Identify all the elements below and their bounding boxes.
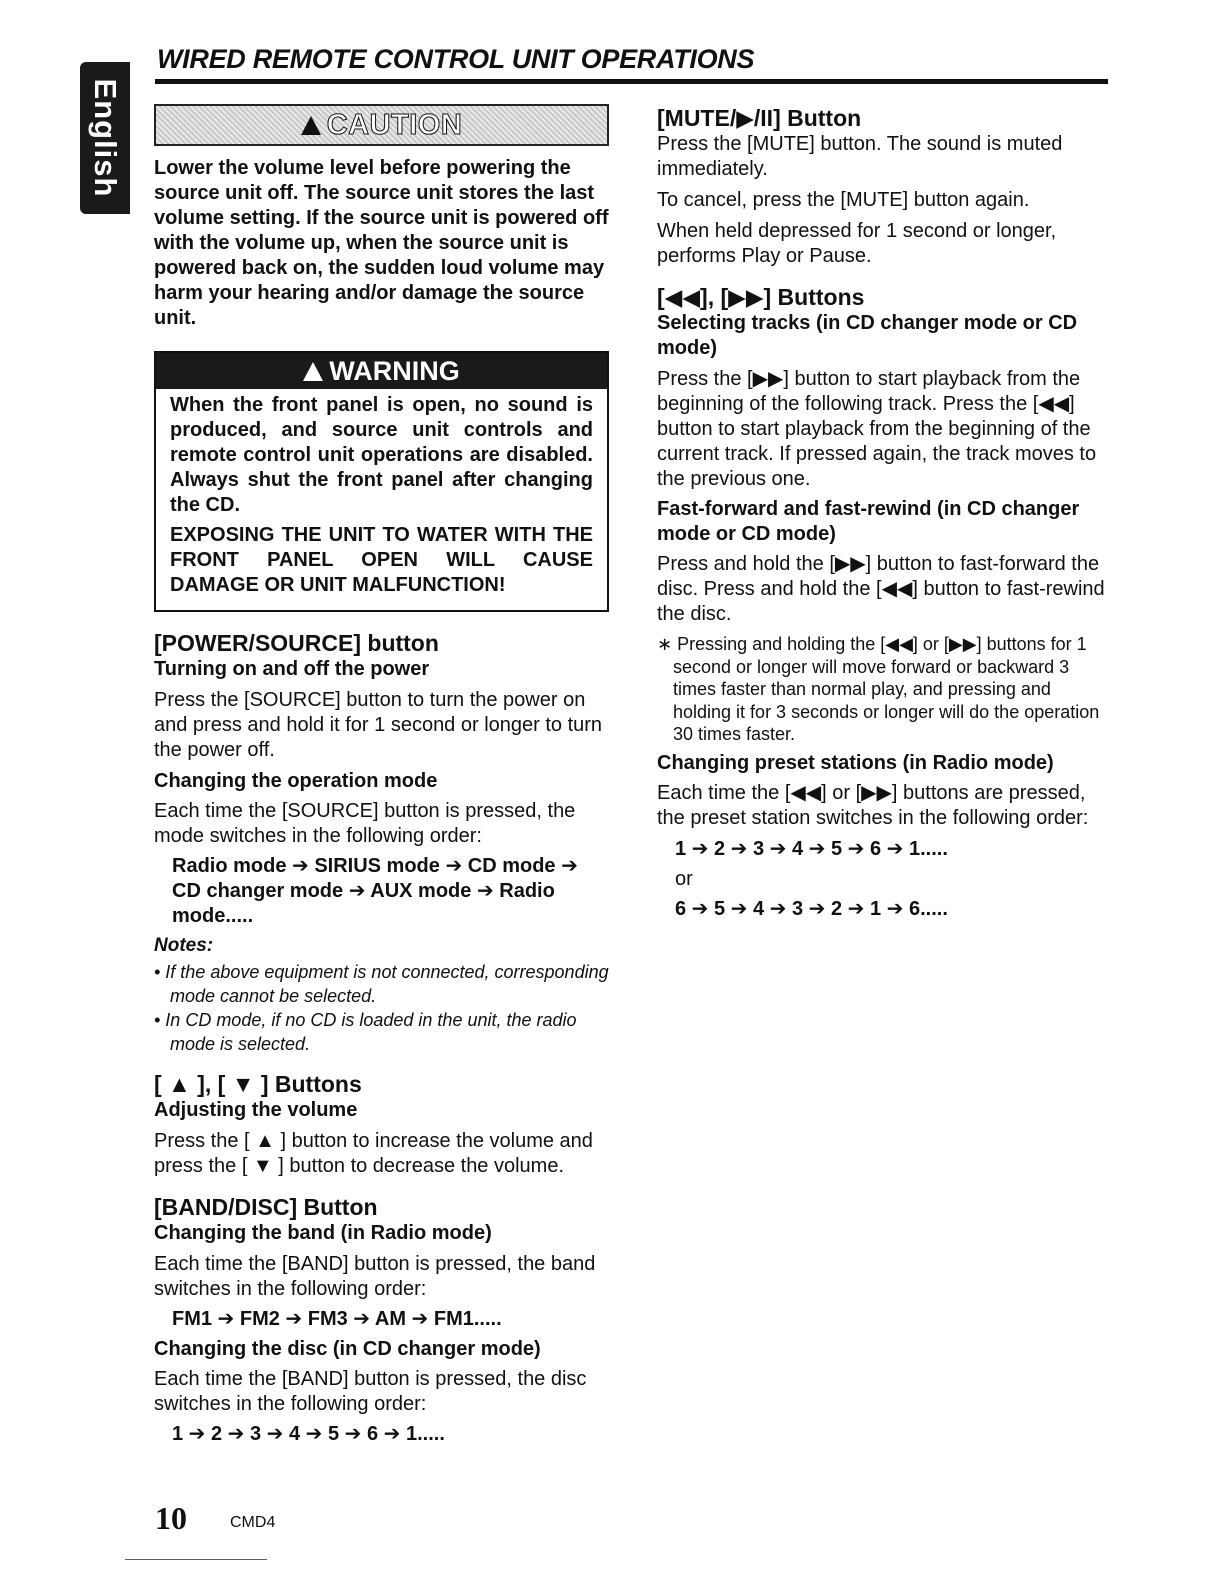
or-text: or — [675, 867, 693, 890]
volume-section — [154, 1070, 609, 1179]
page-title: WIRED REMOTE CONTROL UNIT OPERATIONS — [157, 44, 755, 74]
page-number: 10 — [155, 1500, 187, 1536]
skip-sub-3: Changing preset stations (in Radio mode) — [657, 751, 1054, 774]
right-column — [657, 104, 1109, 922]
band-text-2: Each time the [BAND] button is pressed, the disc switches in the following order: — [154, 1368, 587, 1415]
power-text-2: Each time the [SOURCE] button is pressed, the mode switches in the following order: — [154, 800, 576, 847]
band-sub-1: Changing the band (in Radio mode) — [154, 1222, 492, 1244]
volume-heading: [ ▲ ], [ ▼ ] Buttons — [154, 1071, 362, 1097]
skip-text-1: Press the [▶▶] button to start playback from the beginning of the following track. Press the [◀◀] button to start playback from the beginning of the current track. If pressed again, the track moves to the previous one. — [657, 368, 1097, 490]
warning-text-1: When the front panel is open, no sound is produced, and source unit controls and remote control unit operations are disabled. Always shut the front panel after changing the CD. — [170, 394, 593, 516]
mute-text-1: Press the [MUTE] button. The sound is muted immediately. — [657, 133, 1063, 180]
disc-sequence: 1 ➔ 2 ➔ 3 ➔ 4 ➔ 5 ➔ 6 ➔ 1..... — [172, 1423, 445, 1445]
warning-body — [156, 389, 607, 610]
preset-sequence-down: 6 ➔ 5 ➔ 4 ➔ 3 ➔ 2 ➔ 1 ➔ 6..... — [675, 897, 948, 920]
caution-banner — [154, 104, 609, 146]
band-sub-2: Changing the disc (in CD changer mode) — [154, 1338, 541, 1360]
mute-heading: [MUTE/▶/II] Button — [657, 105, 862, 131]
band-text-1: Each time the [BAND] button is pressed, the band switches in the following order: — [154, 1253, 596, 1300]
bottom-rule — [125, 1559, 267, 1560]
warning-text-2: EXPOSING THE UNIT TO WATER WITH THE FRONT PANEL OPEN WILL CAUSE DAMAGE OR UNIT MALFUNCTION! — [170, 524, 593, 596]
note-1: • If the above equipment is not connected, corresponding mode cannot be selected. — [154, 962, 609, 1006]
band-sequence: FM1 ➔ FM2 ➔ FM3 ➔ AM ➔ FM1..... — [172, 1308, 502, 1330]
caution-label: CAUTION — [301, 109, 463, 142]
power-sub-1: Turning on and off the power — [154, 658, 430, 680]
power-text-1: Press the [SOURCE] button to turn the power on and press and hold it for 1 second or longer to turn the power off. — [154, 689, 603, 761]
caution-text: Lower the volume level before powering the source unit off. The source unit stores the last volume setting. If the source unit is powered off with the volume up, when the source unit is powered back on, the sudden loud volume may harm your hearing and/or damage the source unit. — [154, 157, 609, 329]
note-2: • In CD mode, if no CD is loaded in the unit, the radio mode is selected. — [154, 1010, 577, 1054]
warning-triangle-icon — [303, 362, 323, 381]
title-rule — [155, 79, 1108, 84]
power-heading: [POWER/SOURCE] button — [154, 630, 439, 656]
notes-heading: Notes: — [154, 935, 214, 956]
warning-label: WARNING — [329, 355, 460, 386]
skip-heading: [◀◀], [▶▶] Buttons — [657, 284, 865, 310]
mute-text-2: To cancel, press the [MUTE] button again. — [657, 189, 1030, 211]
warning-banner — [156, 353, 607, 389]
caution-triangle-icon — [301, 116, 321, 135]
skip-sub-2: Fast-forward and fast-rewind (in CD changer mode or CD mode) — [657, 498, 1080, 545]
band-section — [154, 1193, 609, 1447]
skip-footnote: ∗ Pressing and holding the [◀◀] or [▶▶] buttons for 1 second or longer will move forward or backward 3 times faster than normal play, and pressing and holding it for 3 seconds or longer will do the operation 30 times faster. — [657, 634, 1100, 744]
volume-text: Press the [ ▲ ] button to increase the volume and press the [ ▼ ] button to decrease the volume. — [154, 1130, 593, 1177]
power-section — [154, 629, 609, 1056]
model-code: CMD4 — [230, 1514, 276, 1531]
language-tab-label: English — [88, 78, 123, 198]
skip-sub-1: Selecting tracks (in CD changer mode or CD mode) — [657, 312, 1078, 359]
mute-text-3: When held depressed for 1 second or longer, performs Play or Pause. — [657, 220, 1057, 267]
skip-text-3: Each time the [◀◀] or [▶▶] buttons are pressed, the preset station switches in the following order: — [657, 781, 1089, 829]
power-sub-2: Changing the operation mode — [154, 770, 438, 792]
language-tab — [80, 62, 130, 214]
skip-text-2: Press and hold the [▶▶] button to fast-forward the disc. Press and hold the [◀◀] button to fast-rewind the disc. — [657, 553, 1105, 625]
skip-section — [657, 283, 1109, 922]
warning-box — [154, 351, 609, 612]
mute-section — [657, 104, 1109, 269]
preset-sequence-up: 1 ➔ 2 ➔ 3 ➔ 4 ➔ 5 ➔ 6 ➔ 1..... — [675, 837, 948, 860]
mode-sequence: Radio mode ➔ SIRIUS mode ➔ CD mode ➔ CD changer mode ➔ AUX mode ➔ Radio mode..... — [172, 855, 578, 927]
band-heading: [BAND/DISC] Button — [154, 1194, 378, 1220]
volume-sub: Adjusting the volume — [154, 1099, 358, 1121]
left-column — [154, 104, 609, 1447]
